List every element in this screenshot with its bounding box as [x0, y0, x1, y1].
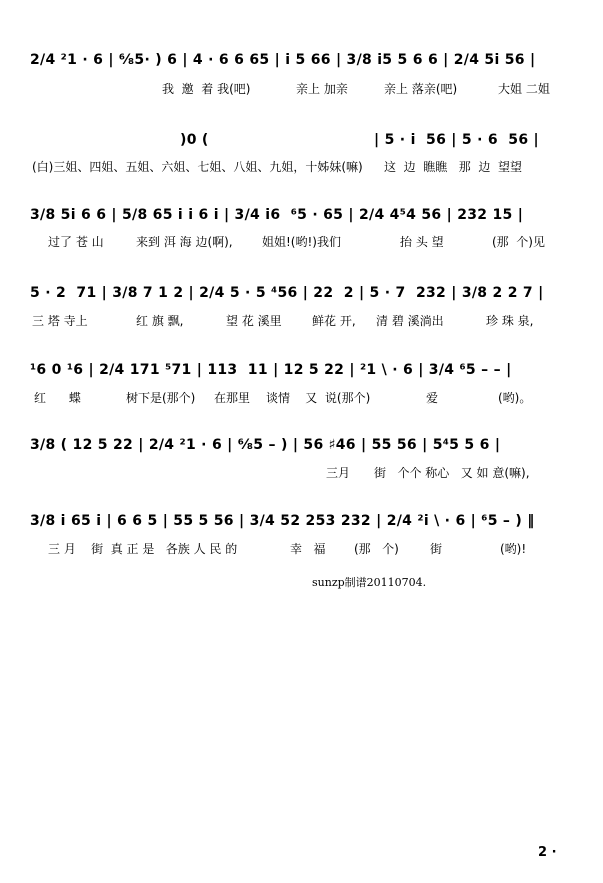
lyric-segment: 树下是(那个): [126, 391, 196, 405]
lyric-segment: 望 花 溪里: [226, 314, 282, 328]
lyric-segment: 过了 苍 山: [48, 235, 104, 249]
notation-segment: 2/4 ²1 · 6 | ⁶⁄₈5· ) 6 | 4 · 6 6 65 | i 5 66 | 3/8 i5 5 6 6 | 2/4 5i 56 |: [30, 52, 536, 68]
notation-segment: ¹6 0 ¹6 | 2/4 171 ⁵71 | 113 11 | 12 5 22 | ²1 \ · 6 | 3/4 ⁶5 – – |: [30, 362, 512, 378]
notation-line: [0, 52, 603, 76]
lyric-segment: 我 邀 着 我(吧): [162, 82, 251, 96]
notation-line: [0, 132, 603, 156]
notation-line: [0, 362, 603, 386]
lyric-segment: 爱: [426, 391, 439, 405]
lyric-segment: 珍 珠 泉,: [486, 314, 534, 328]
lyric-segment: 清 碧 溪淌出: [376, 314, 444, 328]
lyric-segment: 亲上 加亲: [296, 82, 348, 96]
notation-segment: 3/8 5i 6 6 | 5/8 65 i i 6 i | 3/4 i6 ⁶5 · 65 | 2/4 4⁵4 56 | 232 15 |: [30, 207, 524, 223]
lyric-segment: 街: [430, 542, 443, 556]
notation-line: [0, 285, 603, 309]
lyric-segment: 在那里: [214, 391, 251, 405]
lyric-segment: 姐姐!(哟!)我们: [262, 235, 341, 249]
lyric-segment: (那 个)见: [492, 235, 545, 249]
lyric-segment: 来到 洱 海 边(啊),: [136, 235, 233, 249]
notation-segment: | 5 · i 56 | 5 · 6 56 |: [374, 132, 539, 148]
lyric-segment: 红 旗 飘,: [136, 314, 184, 328]
notation-segment: 5 · 2 71 | 3/8 7 1 2 | 2/4 5 · 5 ⁴56 | 22 2 | 5 · 7 232 | 3/8 2 2 7 |: [30, 285, 544, 301]
lyric-segment: (白)三姐、四姐、五姐、六姐、七姐、八姐、九姐，十姊妹(嘛): [32, 160, 363, 174]
lyric-segment: 三 月 街 真 正 是 各族 人 民 的: [48, 542, 238, 556]
lyric-segment: 红 蝶: [34, 391, 81, 405]
notation-segment: 3/8 i 65 i | 6 6 5 | 55 5 56 | 3/4 52 253 232 | 2/4 ²i \ · 6 | ⁶5 – ) ‖: [30, 513, 535, 529]
lyric-line: [0, 389, 603, 407]
lyric-segment: 三月: [326, 466, 351, 480]
lyric-segment: 幸 福: [290, 542, 326, 556]
lyric-segment: 街 个个 称心 又 如 意(嘛),: [374, 466, 530, 480]
transcription-credit: sunzp制谱20110704.: [312, 576, 427, 589]
page-number: 2 ·: [538, 845, 557, 860]
lyric-segment: (那 个): [354, 542, 399, 556]
lyric-segment: 大姐 二姐: [498, 82, 550, 96]
lyric-line: [0, 233, 603, 251]
lyric-line: [0, 80, 603, 98]
lyric-segment: (哟)。: [498, 391, 532, 405]
lyric-segment: 抬 头 望: [400, 235, 444, 249]
notation-segment: )0 (: [180, 132, 209, 148]
lyric-line: [0, 312, 603, 330]
notation-line: [0, 513, 603, 537]
notation-segment: 3/8 ( 12 5 22 | 2/4 ²1 · 6 | ⁶⁄₈5 – ) | 56 ♯46 | 55 56 | 5⁴5 5 6 |: [30, 437, 501, 453]
lyric-line: [0, 540, 603, 558]
notation-line: [0, 207, 603, 231]
lyric-line: [0, 464, 603, 482]
lyric-segment: 谈情 又 说(那个): [266, 391, 371, 405]
lyric-line: [0, 158, 603, 176]
lyric-segment: 鲜花 开,: [312, 314, 356, 328]
lyric-segment: 三 塔 寺上: [32, 314, 88, 328]
lyric-segment: (哟)!: [500, 542, 527, 556]
notation-line: [0, 437, 603, 461]
lyric-segment: 亲上 落亲(吧): [384, 82, 458, 96]
lyric-segment: 这 边 瞧瞧 那 边 望望: [384, 160, 522, 174]
